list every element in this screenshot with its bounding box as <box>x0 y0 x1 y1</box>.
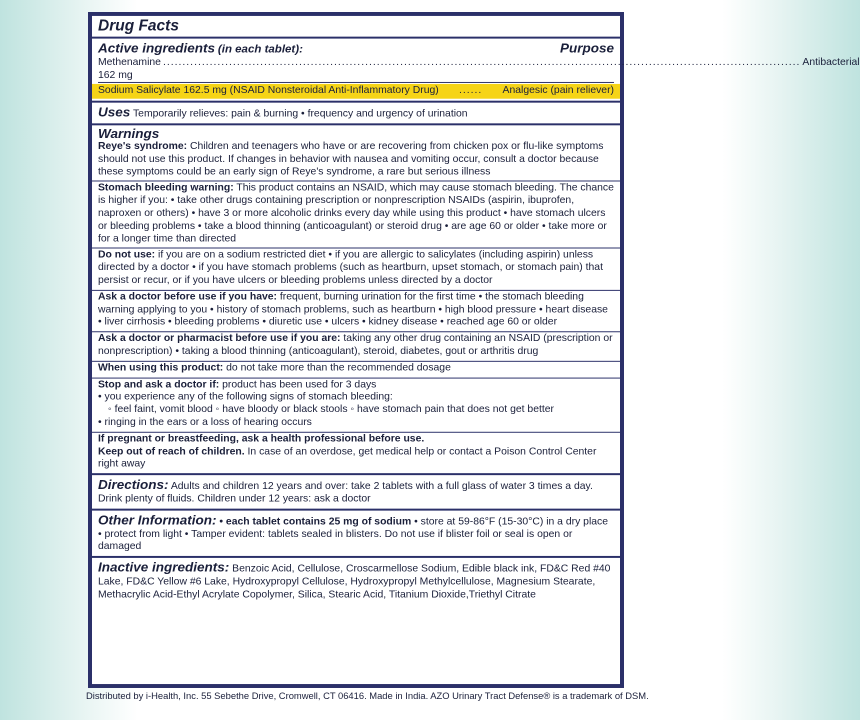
stop-ask-text-1: product has been used for 3 days <box>219 379 377 390</box>
inactive-ingredients-text: Benzoic Acid, Cellulose, Croscarmellose Sodium, Edible black ink, FD&C Red #40 Lake, FD&C Yellow #6 Lake, Hydroxypropyl Cellulose, Hydroxypropyl Methylcellulose, Magnesium Stearate, Methacrylic Acid-Ethyl Acrylate Copolymer, Silica, Stearic Acid, Titanium Dioxide,Triethyl Citrate <box>98 563 611 600</box>
ask-pharmacist-block <box>92 332 620 361</box>
active-ingredients-section <box>92 39 860 103</box>
ask-pharmacist-title: Ask a doctor or pharmacist before use if you are: <box>98 333 341 345</box>
stop-ask-text-4: • ringing in the ears or a loss of hearing occurs <box>98 417 614 430</box>
ingredient-sodium-salicylate: Sodium Salicylate 162.5 mg (NSAID Nonsteroidal Anti-Inflammatory Drug) <box>98 85 439 97</box>
inactive-ingredients-heading: Inactive ingredients: <box>98 559 230 575</box>
purpose-heading: Purpose <box>559 40 614 56</box>
active-ingredients-heading: Active ingredients <box>98 40 216 56</box>
warnings-section <box>92 125 620 475</box>
directions-text: Adults and children 12 years and over: take 2 tablets with a full glass of water 3 times a day. Drink plenty of fluids. Children under 12 years: ask a doctor <box>98 481 593 505</box>
keep-out-title: Keep out of reach of children. <box>98 446 245 457</box>
ask-doctor-title: Ask a doctor before use if you have: <box>98 291 277 303</box>
other-information-text: • store at 59-86°F (15-30°C) in a dry place • protect from light • Tamper evident: tablets sealed in blisters. Do not use if blister foil or seal is open or damaged <box>98 516 609 553</box>
purpose-antibacterial: Antibacterial <box>802 57 860 68</box>
ask-doctor-block <box>92 291 620 333</box>
pregnancy-keep-out-block <box>92 432 620 473</box>
stop-ask-text-3: ◦ feel faint, vomit blood ◦ have bloody or black stools ◦ have stomach pain that does not get better <box>108 404 554 416</box>
directions-section <box>92 475 620 510</box>
when-using-block <box>92 362 620 379</box>
directions-heading: Directions: <box>98 477 169 492</box>
ask-doctor-text: frequent, burning urination for the first time • the stomach bleeding warning applying to you • history of stomach problems, such as heartburn • high blood pressure • heart disease • liver cirrhosis • bleeding problems • diuretic use • ulcers • kidney disease • reached age 60 or older <box>98 291 608 328</box>
reye-title: Reye's syndrome: <box>98 141 188 152</box>
ask-pharmacist-text: taking any other drug containing an NSAID (prescription or nonprescription) • taking a blood thinning (anticoagulant), steroid, diabetes, gout or arthritis drug <box>98 333 613 357</box>
do-not-use-text: if you are on a sodium restricted diet • if you are allergic to salicylates (including aspirin) unless directed by a doctor • if you have stomach problems (such as heartburn, upset stomach, or stomach pain) that persist or recur, or if you have ulcers or bleeding problems unless directed by a doctor <box>98 249 603 286</box>
uses-section <box>92 103 620 125</box>
stop-ask-text-2: • you experience any of the following signs of stomach bleeding: <box>98 392 614 405</box>
active-row-methenamine <box>98 57 860 83</box>
ingredient-methenamine: Methenamine 162 mg <box>98 57 161 81</box>
pregnancy-warning: If pregnant or breastfeeding, ask a health professional before use. <box>98 433 425 445</box>
reye-block <box>92 125 620 182</box>
leader-dots: ...... <box>458 85 483 97</box>
do-not-use-title: Do not use: <box>98 249 156 261</box>
warnings-heading: Warnings <box>98 126 160 142</box>
sodium-content-text: • each tablet contains 25 mg of sodium <box>216 516 412 528</box>
stomach-bleeding-block <box>92 182 620 249</box>
purpose-analgesic: Analgesic (pain reliever) <box>502 85 614 97</box>
leader-dots: .................................................................................................................................................................... <box>162 57 801 68</box>
stomach-bleeding-text: This product contains an NSAID, which may cause stomach bleeding. The chance is higher if you: • take other drugs containing prescription or nonprescription NSAIDs (aspirin, ibuprofen, naproxen or others) • have 3 or more alcoholic drinks every day while using this product • have stomach ulcers or bleeding problems • take a blood thinning (anticoagulant) or steroid drug • are age 60 or older • take more or for a longer time than directed <box>98 182 614 245</box>
other-information-heading: Other Information: <box>98 512 217 528</box>
active-heading-row <box>98 41 614 58</box>
stop-ask-title: Stop and ask a doctor if: <box>98 379 220 390</box>
drug-facts-title: Drug Facts <box>98 17 179 35</box>
drug-facts-title-section <box>92 16 620 39</box>
inactive-ingredients-section <box>92 558 620 604</box>
when-using-title: When using this product: <box>98 362 224 374</box>
reye-text: Children and teenagers who have or are recovering from chicken pox or flu-like symptoms should not use this product. If changes in behavior with nausea and vomiting occur, consult a doctor because these symptoms could be an early sign of Reye's syndrome, a rare but serious illness <box>98 141 604 178</box>
active-row-sodium-salicylate <box>92 84 620 99</box>
distributor-footer: Distributed by i-Health, Inc. 55 Sebethe Drive, Cromwell, CT 06416. Made in India. AZO Urinary Tract Defense® is a trademark of DSM. <box>86 690 649 701</box>
do-not-use-block <box>92 249 620 291</box>
uses-text: Temporarily relieves: pain & burning • frequency and urgency of urination <box>132 108 468 120</box>
active-ingredients-note: (in each tablet): <box>217 43 303 56</box>
keep-out-text: In case of an overdose, get medical help or contact a Poison Control Center right away <box>98 446 597 470</box>
stop-ask-doctor-block <box>92 378 620 432</box>
drug-facts-panel <box>88 12 860 688</box>
other-information-section <box>92 510 620 558</box>
stomach-bleeding-title: Stomach bleeding warning: <box>98 182 234 194</box>
when-using-text: do not take more than the recommended dosage <box>223 362 451 374</box>
uses-heading: Uses <box>98 104 131 120</box>
